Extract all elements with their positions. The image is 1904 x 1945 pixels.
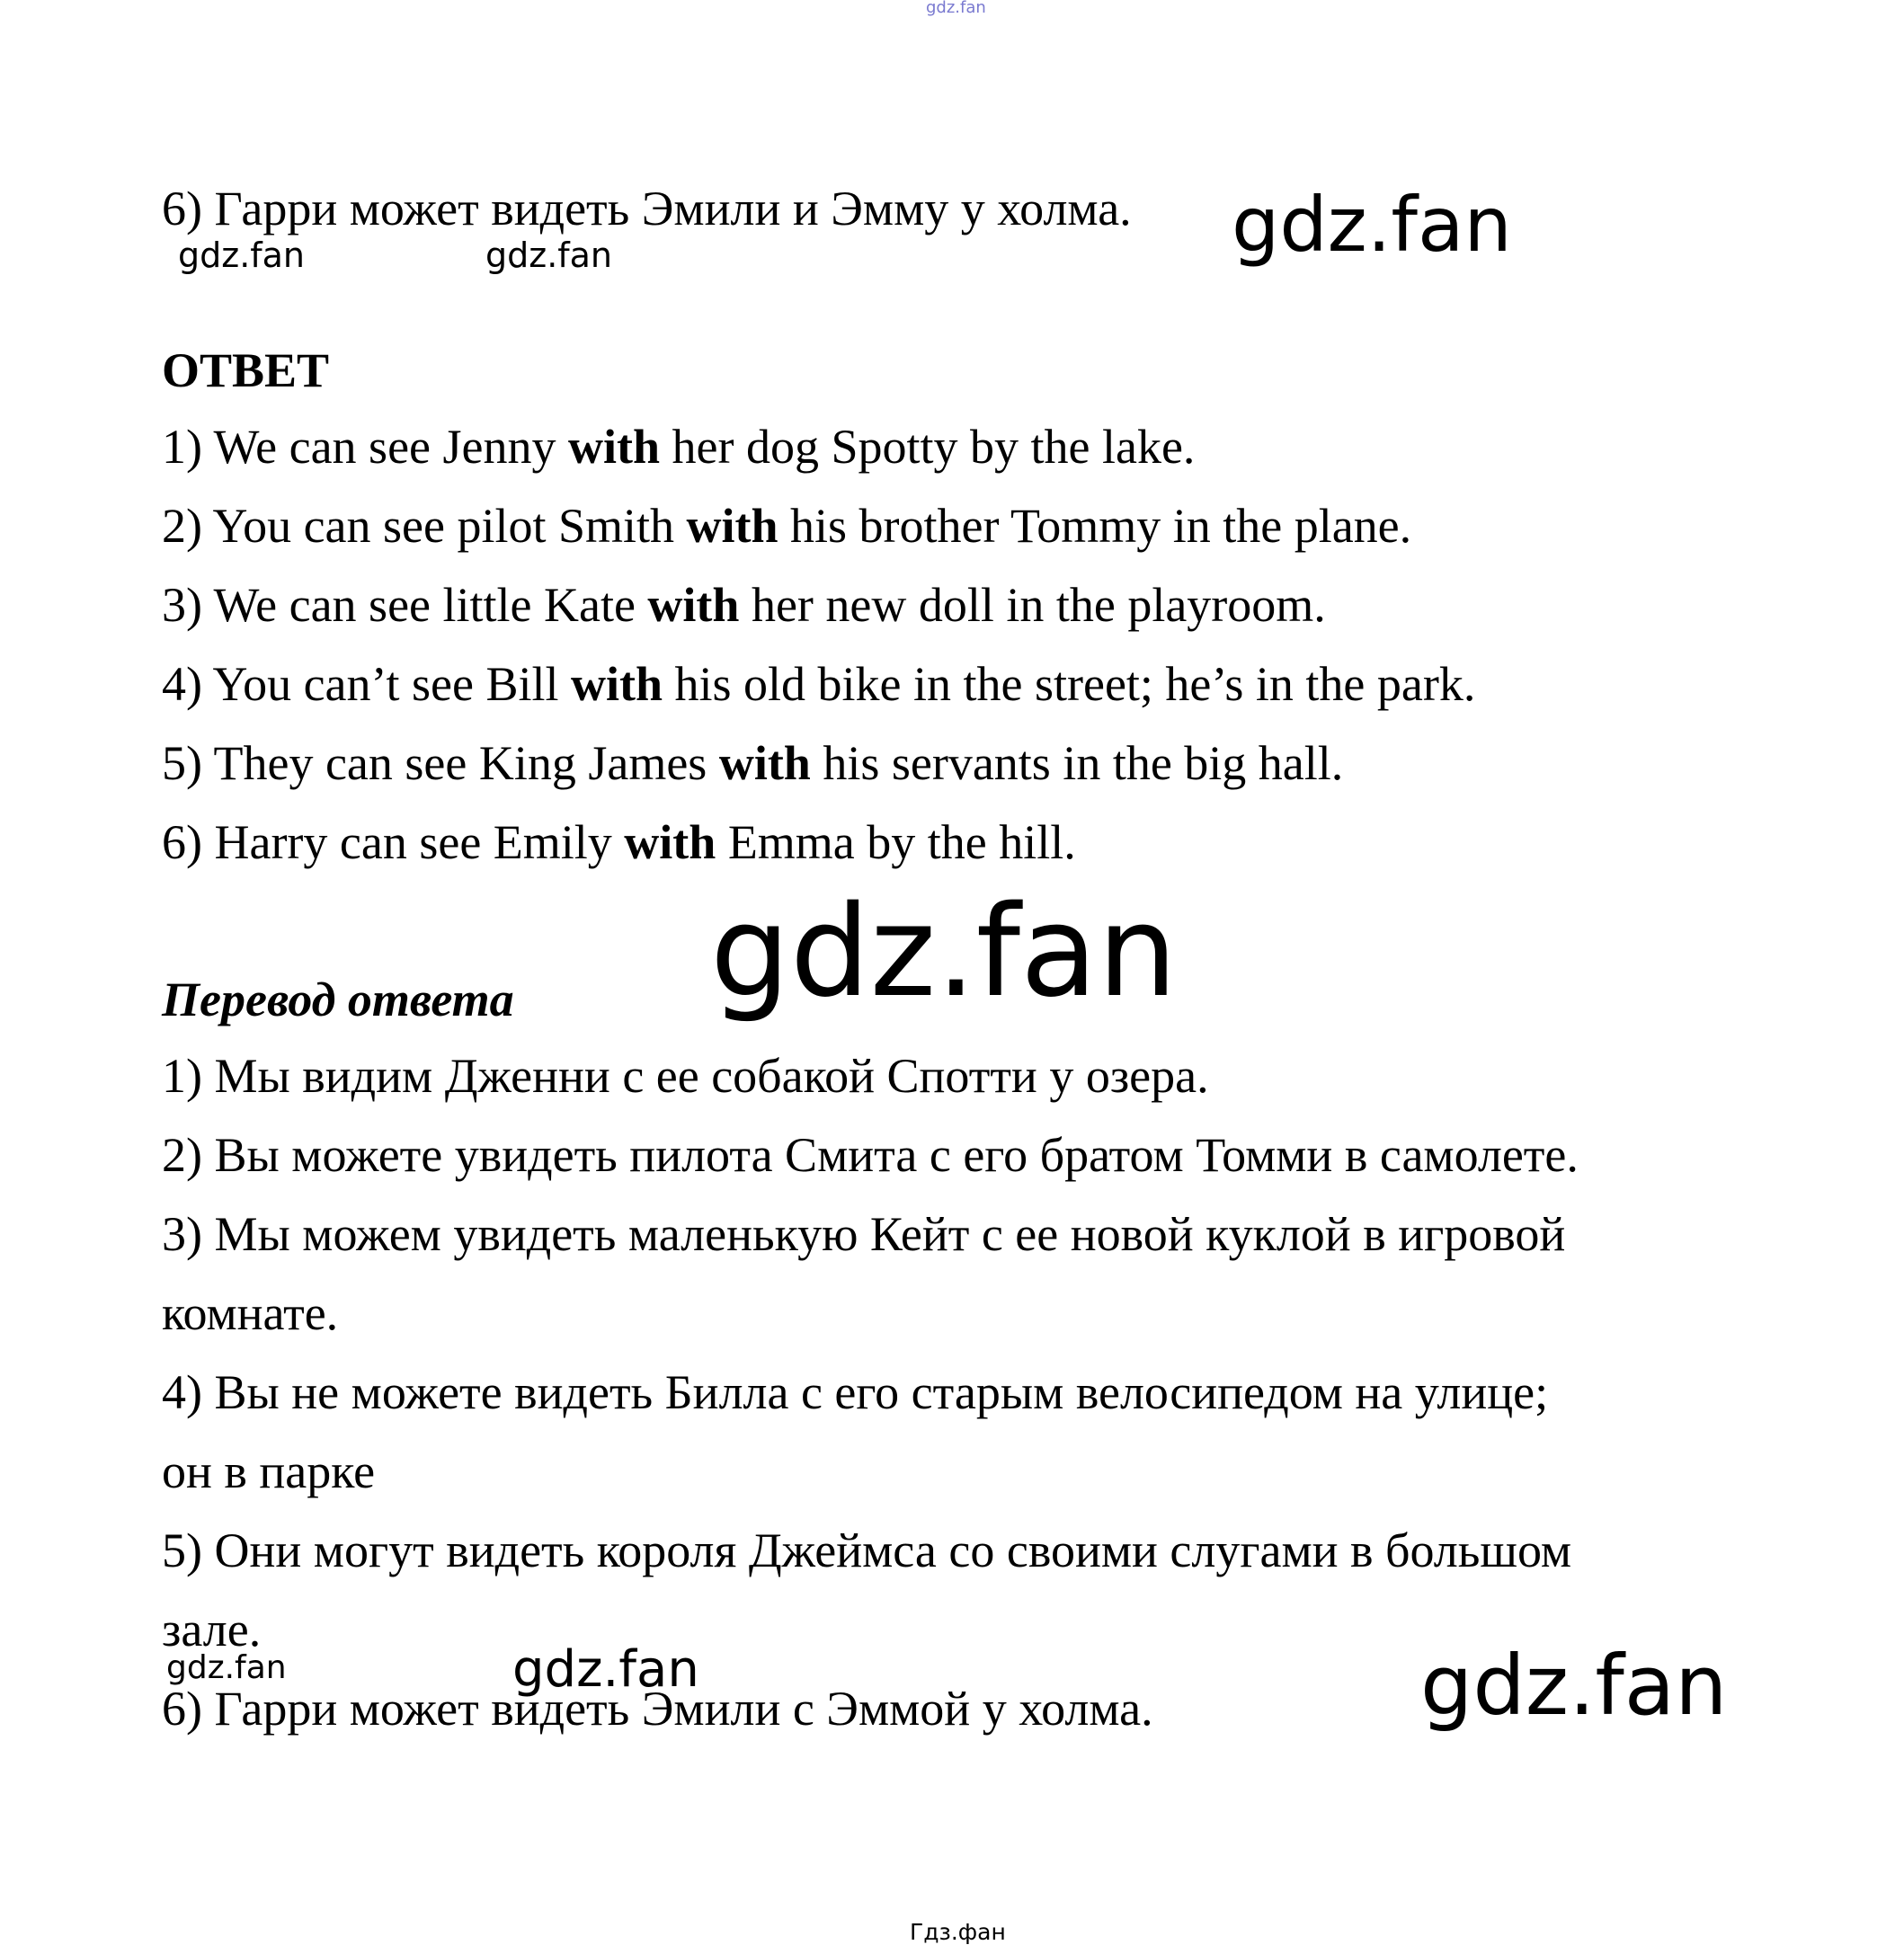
translation-line-2: 2) Вы можете увидеть пилота Смита с его братом Томми в самолете. xyxy=(162,1128,1579,1182)
watermark-large-1: gdz.fan xyxy=(1232,181,1512,269)
translation-line-4: 4) Вы не можете видеть Билла с его старым велосипедом на улице; xyxy=(162,1365,1549,1419)
translation-line-4-cont: он в парке xyxy=(162,1444,376,1498)
answer-line-3-pre: 3) We can see little Kate xyxy=(162,578,648,632)
watermark-large-3: gdz.fan xyxy=(1420,1638,1728,1734)
watermark-small-3: gdz.fan xyxy=(166,1649,287,1686)
watermark-top: gdz.fan xyxy=(926,0,986,17)
answer-line-3-post: her new doll in the playroom. xyxy=(739,578,1326,632)
answer-line-1 xyxy=(162,420,1196,474)
translation-heading: Перевод ответа xyxy=(162,972,514,1026)
translation-line-3-cont: комнате. xyxy=(162,1286,339,1340)
question-6 xyxy=(162,184,1132,233)
answer-line-5 xyxy=(162,736,1344,790)
answer-line-5-post: his servants in the big hall. xyxy=(810,736,1344,790)
answer-line-4 xyxy=(162,657,1476,711)
answer-line-6 xyxy=(162,815,1076,869)
watermark-small-1: gdz.fan xyxy=(178,235,306,275)
answer-line-6-post: Emma by the hill. xyxy=(716,815,1076,869)
answer-line-2-post: his brother Tommy in the plane. xyxy=(778,499,1412,553)
translation-line-5: 5) Они могут видеть короля Джеймса со своими слугами в большом xyxy=(162,1523,1572,1577)
answer-line-5-bold: with xyxy=(718,736,811,790)
answer-line-2-bold: with xyxy=(686,499,779,553)
answer-line-2 xyxy=(162,499,1412,553)
footer-text: Гдз.фан xyxy=(910,1919,1006,1945)
translation-line-5-cont: зале. xyxy=(162,1603,262,1656)
answer-line-3-bold: with xyxy=(647,578,740,632)
answer-line-5-pre: 5) They can see King James xyxy=(162,736,719,790)
answer-line-1-post: her dog Spotty by the lake. xyxy=(660,420,1196,474)
watermark-medium-1: gdz.fan xyxy=(512,1640,699,1699)
question-6-text: Гарри может видеть Эмили и Эмму у холма. xyxy=(214,182,1132,235)
answer-line-1-bold: with xyxy=(568,420,661,474)
translation-line-6: 6) Гарри может видеть Эмили с Эммой у холма. xyxy=(162,1682,1153,1736)
answer-line-4-pre: 4) You can’t see Bill xyxy=(162,657,571,711)
answer-line-6-bold: with xyxy=(624,815,716,869)
answer-line-4-bold: with xyxy=(571,657,663,711)
answer-line-4-post: his old bike in the street; he’s in the park. xyxy=(663,657,1476,711)
answer-line-3 xyxy=(162,578,1326,632)
answer-line-2-pre: 2) You can see pilot Smith xyxy=(162,499,687,553)
watermark-large-2: gdz.fan xyxy=(710,879,1178,1026)
answer-line-1-pre: 1) We can see Jenny xyxy=(162,420,568,474)
question-6-number: 6) xyxy=(162,182,202,235)
answer-line-6-pre: 6) Harry can see Emily xyxy=(162,815,625,869)
answer-heading: ОТВЕТ xyxy=(162,343,330,397)
translation-line-3: 3) Мы можем увидеть маленькую Кейт с ее новой куклой в игровой xyxy=(162,1207,1566,1261)
translation-line-1: 1) Мы видим Дженни с ее собакой Спотти у озера. xyxy=(162,1049,1209,1103)
watermark-small-2: gdz.fan xyxy=(485,235,613,275)
